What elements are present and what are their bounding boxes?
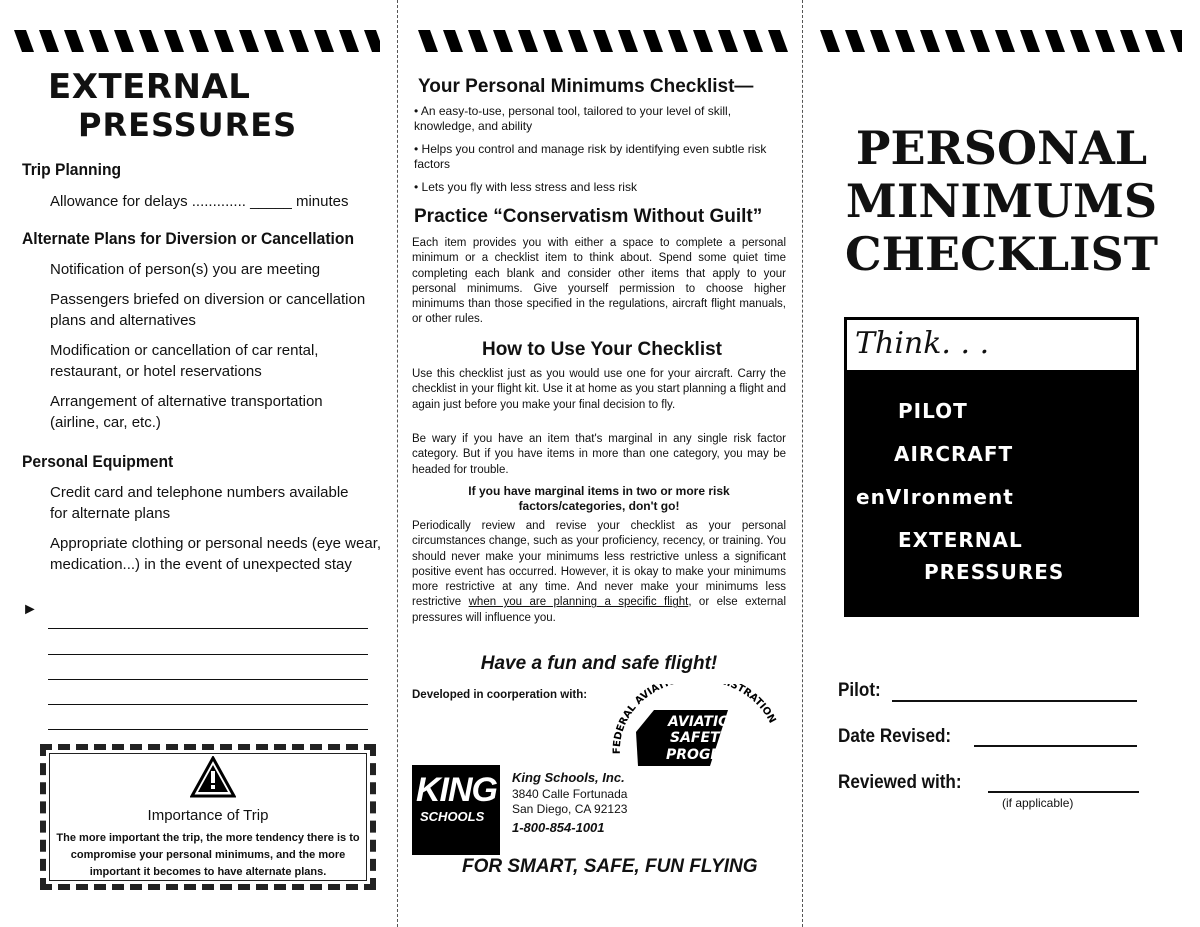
faa-line-safety: SAFETY bbox=[670, 730, 730, 746]
king-schools-logo bbox=[412, 765, 500, 855]
king-logo-top: KING bbox=[416, 771, 497, 809]
pave-box bbox=[844, 317, 1139, 617]
faa-ring-text-path: FEDERAL AVIAT STRATION bbox=[611, 684, 778, 755]
paragraph-periodically-review-b: , or else external pressures will influence you. bbox=[412, 596, 786, 624]
hazard-stripe-left bbox=[14, 30, 380, 52]
heading-how-to-use: How to Use Your Checklist bbox=[481, 339, 722, 360]
external-title-line1: EXTERNAL bbox=[48, 67, 251, 107]
king-phone: 1-800-854-1001 bbox=[512, 820, 605, 835]
king-address-line2: San Diego, CA 92123 bbox=[512, 802, 628, 816]
faa-safety-program-logo bbox=[608, 684, 783, 779]
bullet-helps-control: • Helps you control and manage risk by identifying even subtle risk factors bbox=[414, 142, 767, 171]
reviewed-with-field[interactable] bbox=[988, 791, 1139, 793]
pilot-field[interactable] bbox=[892, 700, 1137, 702]
king-schools-name: King Schools, Inc. bbox=[512, 770, 625, 785]
if-applicable-note: (if applicable) bbox=[1002, 796, 1074, 810]
warning-triangle-icon bbox=[190, 756, 236, 803]
paragraph-be-wary: Be wary if you have an item that's marginal in any single risk factor category. But if you have items in more than one category, you may be headed for trouble. bbox=[412, 433, 786, 476]
bullet-less-stress: • Lets you fly with less stress and less risk bbox=[414, 180, 637, 194]
pave-pressures: PRESSURES bbox=[924, 560, 1065, 584]
item-notification: Notification of person(s) you are meeting bbox=[50, 261, 321, 278]
pave-aircraft: AIRCRAFT bbox=[894, 442, 1014, 466]
date-revised-label: Date Revised: bbox=[838, 726, 952, 747]
item-arrangement: Arrangement of alternative transportation (airline, car, etc.) bbox=[50, 393, 323, 431]
paragraph-use-this-checklist: Use this checklist just as you would use one for your aircraft. Carry the checklist in your flight kit. Use it at home as you start planning a flight and again just before you make your final decision to fly. bbox=[412, 368, 786, 411]
bullet-easy-to-use: • An easy-to-use, personal tool, tailored to your level of skill, knowledge, and ability bbox=[414, 104, 732, 133]
pave-external: EXTERNAL bbox=[898, 528, 1023, 552]
checklist-title bbox=[803, 122, 1200, 281]
faa-line-aviation: AVIATION bbox=[668, 714, 742, 730]
importance-of-trip-box bbox=[40, 744, 376, 890]
pave-environment: enVIronment bbox=[856, 485, 1014, 509]
fold-line-left bbox=[397, 0, 398, 927]
king-address bbox=[512, 787, 627, 817]
title-line-minimums: MINIMUMS bbox=[845, 174, 1158, 228]
warning-dont-go: If you have marginal items in two or more risk factors/categories, don't go! bbox=[468, 484, 730, 513]
importance-title: Importance of Trip bbox=[147, 807, 269, 824]
pave-pilot: PILOT bbox=[898, 399, 968, 423]
hazard-stripe-right bbox=[820, 30, 1182, 52]
reviewed-with-label: Reviewed with: bbox=[838, 772, 962, 793]
developed-in-cooperation: Developed in coorperation with: bbox=[412, 689, 588, 701]
blank-line[interactable] bbox=[48, 628, 368, 629]
fun-safe-flight: Have a fun and safe flight! bbox=[480, 653, 718, 674]
item-passengers-briefed: Passengers briefed on diversion or cancellation plans and alternatives bbox=[50, 291, 366, 329]
blank-line[interactable] bbox=[48, 704, 368, 705]
think-heading: Think. . . bbox=[855, 326, 990, 361]
heading-conservatism: Practice “Conservatism Without Guilt” bbox=[414, 206, 763, 227]
paragraph-periodically-review-a: Periodically review and revise your checklist as your personal circumstances change, such as your proficiency, recency, or training. You should never make your minimums less restrictive unless a significant positive event has occurred. However, it is okay to make your minimums more restrictive at any time. And never make your minimums less restrictive bbox=[412, 520, 786, 609]
item-credit-card: Credit card and telephone numbers available for alternate plans bbox=[50, 484, 349, 522]
arrow-pointer-icon: ► bbox=[22, 601, 38, 618]
blank-line[interactable] bbox=[48, 679, 368, 680]
section-heading-alternate-plans: Alternate Plans for Diversion or Cancellation bbox=[22, 229, 355, 248]
blank-line[interactable] bbox=[48, 729, 368, 730]
paragraph-periodically-review bbox=[412, 519, 786, 626]
pilot-label: Pilot: bbox=[838, 680, 881, 701]
king-address-line1: 3840 Calle Fortunada bbox=[512, 787, 628, 801]
king-logo-bottom: SCHOOLS bbox=[420, 809, 485, 824]
title-line-personal: PERSONAL bbox=[855, 121, 1148, 175]
title-line-checklist: CHECKLIST bbox=[844, 227, 1159, 281]
item-clothing: Appropriate clothing or personal needs (eye wear, medication...) in the event of unexpected stay bbox=[50, 535, 382, 573]
hazard-stripe-middle bbox=[418, 30, 788, 52]
faa-line-program: PROGRAM bbox=[666, 747, 746, 763]
external-title-line2: PRESSURES bbox=[78, 106, 298, 144]
section-heading-personal-equipment: Personal Equipment bbox=[22, 452, 174, 471]
king-tagline: FOR SMART, SAFE, FUN FLYING bbox=[462, 856, 758, 877]
blank-line[interactable] bbox=[48, 654, 368, 655]
importance-text: The more important the trip, the more tendency there is to compromise your personal minimums, and the more important it becomes to have alternate plans. bbox=[56, 832, 360, 878]
heading-your-personal-minimums: Your Personal Minimums Checklist— bbox=[418, 76, 754, 97]
item-modification: Modification or cancellation of car rental, restaurant, or hotel reservations bbox=[50, 342, 319, 380]
item-allowance-delays: Allowance for delays ............. _____ minutes bbox=[50, 193, 349, 210]
date-revised-field[interactable] bbox=[974, 745, 1137, 747]
section-heading-trip-planning: Trip Planning bbox=[22, 160, 122, 179]
paragraph-each-item: Each item provides you with either a space to complete a personal minimum or a checklist item to think about. Spend some quiet time completing each blank and consider other items that apply to your personal minimums. Give yourself permission to choose higher minimums than those specified in the regulations, aircraft flight manuals, or other rules. bbox=[412, 237, 786, 326]
specific-flight-underline: when you are planning a specific flight bbox=[468, 596, 689, 609]
